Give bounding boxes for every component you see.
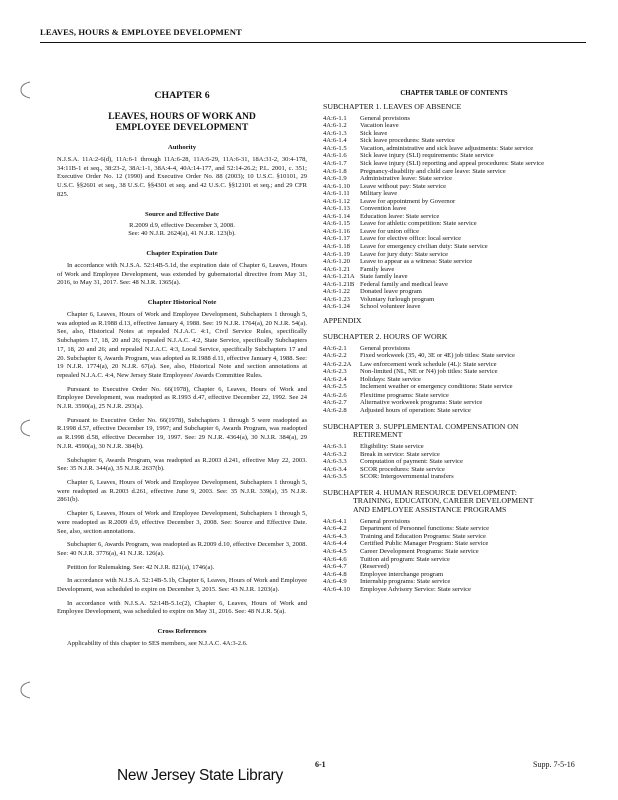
toc-heading: CHAPTER TABLE OF CONTENTS [400, 90, 508, 97]
toc-entry [323, 115, 585, 123]
toc-entry-number: 4A:6-2.7 [323, 399, 347, 407]
toc-entry [323, 525, 585, 533]
toc-entry [323, 266, 585, 274]
toc-entry [323, 281, 585, 289]
supplement-date: Supp. 7-5-16 [533, 760, 575, 769]
toc-entry [323, 451, 585, 459]
toc-entry-number: 4A:6-4.7 [323, 563, 347, 571]
toc-entry [323, 533, 585, 541]
subchapter-2-heading: SUBCHAPTER 2. HOURS OF WORK [323, 331, 448, 341]
toc-entry-title: Career Development Programs: State service [360, 547, 479, 555]
cross-references-text: Applicability of this chapter to SES members, see N.J.A.C. 4A:3-2.6. [67, 640, 248, 648]
toc-entry [323, 137, 585, 145]
chapter-title-line: EMPLOYEE DEVELOPMENT [115, 122, 249, 133]
toc-entry-title: Education leave: State service [360, 212, 440, 220]
toc-entry-number: 4A:6-4.2 [323, 525, 347, 533]
toc-entry-number: 4A:6-1.8 [323, 167, 347, 175]
toc-entry-number: 4A:6-1.14 [323, 212, 350, 220]
history-paragraph: Chapter 6, Leaves, Hours of Work and Employee Development, Subchapters 1 through 5, was adopted as R.1988 d.13, effective January 4, 1988. See: 19 N.J.R. 1764(a), 20 N.J.R. 54(a). See, also, Historical Notes at repealed N.J.A.C. 4:1, Civil Service Rules, specifically Subchapters 17, 18, 20 and 26; repealed N.J.A.C. 4:2, State Service, specifically Subchapters 17, 18, 20 and 26; and repealed N.J.A.C. 4:3, Local Service, specifically Subchapters 17 and 20. Subchapter 6, Awards Program, was adopted as R.1988 d.11, effective January 4, 1988. See: 19 N.J.R. 1774(a), 20 N.J.R. 67(a). See, also, Historical Note and section annotations at repealed N.J.A.C. 4:4, New Jersey State Employees' Awards Committee Rules. [57, 311, 307, 379]
subchapter-3-heading-line: RETIREMENT [353, 430, 403, 440]
expiration-text: In accordance with N.J.S.A. 52:14B-5.1d, the expiration date of Chapter 6, Leaves, Hours of Work and Employee Development, was extended by gubernatorial directive from May 31, 2016, to May 31, 2017. See: 48 N.J.R. 1365(a). [57, 261, 307, 287]
subchapter-4-list [323, 518, 585, 593]
toc-entry-number: 4A:6-3.3 [323, 458, 347, 466]
toc-entry-number: 4A:6-1.13 [323, 205, 350, 213]
toc-entry-title: Leave for appointment by Governor [360, 197, 456, 205]
toc-entry-number: 4A:6-1.23 [323, 295, 350, 303]
binder-hole-mark [18, 680, 36, 700]
toc-entry [323, 473, 585, 481]
toc-entry-title: Administrative leave: State service [360, 175, 453, 183]
history-paragraph: Pursuant to Executive Order No. 66(1978), Chapter 6, Leaves, Hours of Work and Employee Development, was readopted as R.1993 d.47, effective December 22, 1992. See 24 N.J.R. 3590(a), 25 N.J.R. 293(a). [57, 385, 307, 411]
toc-entry-number: 4A:6-1.16 [323, 227, 350, 235]
toc-entry-title: Leave for elective office: local service [360, 235, 462, 243]
toc-entry-number: 4A:6-4.3 [323, 532, 347, 540]
toc-entry-number: 4A:6-1.9 [323, 175, 347, 183]
toc-entry-title: Leave for union office [360, 227, 420, 235]
toc-entry-number: 4A:6-3.1 [323, 442, 347, 450]
toc-entry [323, 160, 585, 168]
toc-entry-number: 4A:6-1.4 [323, 137, 347, 145]
subchapter-2-list [323, 361, 585, 391]
toc-entry [323, 130, 585, 138]
toc-entry-number: 4A:6-4.4 [323, 540, 347, 548]
toc-entry-title: SCOR procedures: State service [360, 465, 445, 473]
toc-entry-number: 4A:6-1.6 [323, 152, 347, 160]
history-paragraph: Pursuant to Executive Order No. 66(1978), Subchapters 1 through 5 were readopted as R.1998 d.57, effective December 19, 1997; and Subchapter 6, Awards Program, was readopted as R.1998 d.58, effective December 19, 1997. See: 29 N.J.R. 4364(a), 30 N.J.R. 384(a), 29 N.J.R. 4590(a), 30 N.J.R. 384(b). [57, 416, 307, 450]
history-paragraph: Chapter 6, Leaves, Hours of Work and Employee Development, Subchapters 1 through 5, were readopted as R.2003 d.261, effective June 9, 2003. See: 35 N.J.R. 339(a), 35 N.J.R. 2861(b). [57, 478, 307, 504]
toc-entry [323, 251, 585, 259]
toc-entry-title: Leave for athletic competition: State service [360, 220, 477, 228]
history-heading: Chapter Historical Note [147, 299, 217, 307]
toc-entry [323, 586, 585, 594]
authority-heading: Authority [167, 144, 197, 151]
toc-entry-title: Vacation, administrative and sick leave adjustments: State service [360, 144, 534, 152]
toc-entry [323, 466, 585, 474]
toc-entry [323, 228, 585, 236]
toc-entry-title: Sick leave procedures: State service [360, 137, 455, 145]
toc-entry-number: 4A:6-1.3 [323, 129, 347, 137]
subchapter-4-heading [323, 489, 585, 515]
toc-entry [323, 288, 585, 296]
toc-entry [323, 190, 585, 198]
toc-entry-title: Leave to appear as a witness: State service [360, 258, 473, 266]
header-rule [40, 42, 586, 43]
toc-entry [323, 152, 585, 160]
history-paragraph: Chapter 6, Leaves, Hours of Work and Employee Development, Subchapters 1 through 5, were readopted as R.2009 d.9, effective December 3, 2008. See: Source and Effective Date. See, also, section annotations. [57, 510, 307, 535]
toc-entry [323, 361, 585, 369]
toc-entry-number: 4A:6-1.7 [323, 159, 347, 167]
toc-entry-number: 4A:6-4.1 [323, 517, 347, 525]
toc-entry-title: Department of Personnel functions: State service [360, 525, 490, 533]
toc-entry-number: 4A:6-4.10 [323, 585, 350, 593]
toc-entry-title: Tuition aid program: State service [360, 555, 450, 563]
history-paragraph: In accordance with N.J.S.A. 52:14B-5.1b, Chapter 6, Leaves, Hours of Work and Employee Development, was scheduled to expire on December 3, 2015. See: 43 N.J.R. 1203(a). [57, 577, 307, 594]
toc-entry [323, 183, 585, 191]
page-number: 6-1 [315, 760, 326, 769]
subchapter-1-heading: SUBCHAPTER 1. LEAVES OF ABSENCE [323, 102, 462, 111]
toc-entry-number: 4A:6-2.4 [323, 375, 347, 383]
toc-entry [323, 548, 585, 556]
history-paragraph: Subchapter 6, Awards Program, was readopted as R.2003 d.241, effective May 22, 2003. See: 35 N.J.R. 344(a), 35 N.J.R. 2637(b). [57, 456, 307, 473]
toc-entry [323, 145, 585, 153]
chapter-title-line: LEAVES, HOURS OF WORK AND [108, 111, 256, 122]
toc-entry-title: Sick leave injury (SLI) reporting and appeal procedures: State service [360, 159, 545, 167]
toc-entry-title: Inclement weather or emergency conditions: State service [360, 383, 513, 391]
toc-entry-number: 4A:6-1.10 [323, 182, 350, 190]
toc-entry-title: Break in service: State service [360, 450, 440, 458]
toc-entry [323, 345, 585, 353]
subchapter-1-list [323, 115, 585, 311]
subchapter-4-heading-line: SUBCHAPTER 4. HUMAN RESOURCE DEVELOPMENT: [323, 487, 517, 497]
toc-entry-title: Voluntary furlough program [360, 295, 435, 303]
toc-entry-number: 4A:6-1.15 [323, 220, 350, 228]
subchapter-4-heading-line: AND EMPLOYEE ASSISTANCE PROGRAMS [353, 505, 507, 515]
subchapter-2-list [323, 345, 585, 360]
toc-entry-title: Eligibility: State service [360, 442, 424, 450]
toc-entry-title: Internship programs: State service [360, 578, 451, 586]
toc-entry [323, 392, 585, 400]
toc-entry-title: (Reserved) [360, 563, 389, 571]
toc-entry [323, 540, 585, 548]
toc-entry [323, 563, 585, 571]
toc-entry-title: Non-limited (NL, NE or N4) job titles: State service [360, 368, 498, 376]
toc-entry-title: Military leave [360, 190, 398, 198]
toc-entry [323, 368, 585, 376]
toc-entry [323, 243, 585, 251]
toc-entry-number: 4A:6-2.5 [323, 383, 347, 391]
toc-entry-number: 4A:6-4.5 [323, 547, 347, 555]
expiration-heading: Chapter Expiration Date [146, 249, 218, 257]
toc-entry-number: 4A:6-2.8 [323, 407, 347, 414]
toc-entry-title: Sick leave [360, 129, 388, 137]
toc-entry-number: 4A:6-2.6 [323, 391, 347, 399]
toc-entry [323, 376, 585, 384]
toc-entry-number: 4A:6-1.20 [323, 258, 350, 266]
toc-entry-number: 4A:6-1.2 [323, 122, 347, 130]
toc-entry-number: 4A:6-1.12 [323, 197, 350, 205]
history-paragraph: In accordance with N.J.S.A. 52:14B-5.1c(2), Chapter 6, Leaves, Hours of Work and Employee Development, was scheduled to expire on May 31, 2016. See: 48 N.J.R. 5(a). [57, 599, 307, 616]
toc-entry [323, 198, 585, 206]
subchapter-2-list [323, 392, 585, 415]
source-line: R.2009 d.9, effective December 3, 2008. [129, 221, 235, 229]
toc-entry-title: Flexitime programs: State service [360, 391, 449, 399]
subchapter-4-heading-line: TRAINING, EDUCATION, CAREER DEVELOPMENT [353, 496, 534, 506]
toc-entry-number: 4A:6-3.4 [323, 465, 347, 473]
toc-entry-title: Alternative workweek programs: State service [360, 399, 483, 407]
running-head: LEAVES, HOURS & EMPLOYEE DEVELOPMENT [40, 27, 242, 37]
toc-entry [323, 399, 585, 407]
toc-entry [323, 235, 585, 243]
toc-entry [323, 122, 585, 130]
toc-entry-title: State family leave [360, 273, 408, 281]
library-stamp: New Jersey State Library [117, 767, 283, 784]
toc-entry-title: General provisions [360, 517, 410, 525]
toc-entry-number: 4A:6-1.18 [323, 243, 350, 250]
toc-entry-number: 4A:6-4.9 [323, 578, 347, 586]
toc-entry-number: 4A:6-2.1 [323, 344, 347, 352]
toc-entry-title: Convention leave [360, 205, 407, 213]
toc-entry-title: Certified Public Manager Program: State service [360, 540, 489, 548]
toc-entry-number: 4A:6-1.21 [323, 265, 350, 273]
toc-entry-title: Pregnancy-disability and child care leave: State service [360, 167, 506, 175]
toc-entry-number: 4A:6-1.21A [323, 273, 355, 281]
toc-entry-title: Law enforcement work schedule (4L): State service [360, 360, 497, 368]
toc-entry-title: Employee interchange program [360, 570, 444, 578]
toc-entry [323, 443, 585, 451]
binder-hole-mark [18, 80, 36, 100]
toc-entry [323, 205, 585, 213]
subchapter-3-heading-line: SUBCHAPTER 3. SUPPLEMENTAL COMPENSATION ON [323, 421, 519, 431]
toc-entry-title: General provisions [360, 344, 410, 352]
toc-entry-title: Leave for emergency civilian duty: State service [360, 243, 488, 250]
toc-entry-number: 4A:6-1.11 [323, 190, 350, 198]
toc-entry [323, 571, 585, 579]
toc-entry-number: 4A:6-1.19 [323, 250, 350, 258]
toc-entry-number: 4A:6-1.21B [323, 280, 355, 288]
toc-entry-number: 4A:6-3.2 [323, 450, 347, 458]
toc-entry-title: SCOR: Intergovernmental transfers [360, 473, 454, 481]
toc-entry-title: Donated leave program [360, 288, 422, 296]
table-of-contents [323, 90, 585, 593]
source-line: See: 40 N.J.R. 2624(a), 41 N.J.R. 123(b). [128, 230, 236, 238]
toc-entry [323, 213, 585, 221]
toc-entry-number: 4A:6-4.6 [323, 555, 347, 563]
toc-entry-title: Sick leave injury (SLI) requirements: State service [360, 152, 494, 160]
toc-entry-title: Adjusted hours of operation: State service [360, 407, 471, 414]
toc-entry-number: 4A:6-1.24 [323, 303, 350, 311]
toc-entry-title: Employee Advisory Service: State service [360, 585, 471, 593]
subchapter-3-list [323, 443, 585, 481]
toc-entry-number: 4A:6-1.5 [323, 144, 347, 152]
toc-entry-title: School volunteer leave [360, 303, 421, 311]
chapter-number: CHAPTER 6 [154, 90, 210, 101]
toc-entry-number: 4A:6-2.3 [323, 368, 347, 376]
toc-entry [323, 556, 585, 564]
chapter-front-matter [57, 90, 307, 649]
history-paragraph: Subchapter 6, Awards Program, was readopted as R.2009 d.10, effective December 3, 2008. See: 40 N.J.R. 3776(a), 41 N.J.R. 126(a). [57, 541, 307, 557]
toc-entry-number: 4A:6-1.17 [323, 235, 350, 243]
toc-entry-title: Holidays: State service [360, 375, 421, 383]
toc-entry [323, 175, 585, 183]
chapter-title [57, 111, 307, 133]
toc-entry-title: Computation of payment: State service [360, 458, 463, 466]
toc-entry-title: Family leave [360, 265, 395, 273]
appendix-heading: APPENDIX [323, 315, 362, 325]
toc-entry-title: Training and Education Programs: State service [360, 532, 486, 540]
toc-entry [323, 168, 585, 176]
toc-entry-number: 4A:6-1.1 [323, 114, 347, 122]
toc-entry [323, 518, 585, 526]
toc-entry [323, 383, 585, 391]
toc-entry [323, 352, 585, 360]
toc-entry [323, 303, 585, 311]
toc-entry [323, 458, 585, 466]
source-heading: Source and Effective Date [145, 210, 219, 218]
toc-entry-number: 4A:6-1.22 [323, 288, 350, 296]
toc-entry [323, 407, 585, 415]
toc-entry-title: General provisions [360, 114, 410, 122]
cross-references-heading: Cross References [157, 628, 207, 636]
toc-entry [323, 273, 585, 281]
toc-entry-title: Federal family and medical leave [360, 280, 448, 288]
toc-entry [323, 578, 585, 586]
toc-entry-title: Leave for jury duty: State service [360, 250, 449, 258]
subchapter-3-heading [323, 423, 585, 440]
toc-entry [323, 258, 585, 266]
toc-entry [323, 220, 585, 228]
toc-entry-number: 4A:6-3.5 [323, 473, 347, 481]
authority-text: N.J.S.A. 11A:2-6(d), 11A:6-1 through 11A:6-28, 11A:6-29, 11A:6-31, 18A:31-2, 30:4-178, 34:11B-1 et seq., 38:23-2, 38A:1-1, 38A:4-4, 40A:14-177, and 52:14-26.2; P.L. 2001, c. 351; Executive Order No. 12 (1990) and Executive Order No. 88 (2003); 10 U.S.C. §10101, 29 U.S.C. §§2601 et seq., 38 U.S.C. §§4301 et seq. and 42 U.S.C. §§12101 et seq.; and 29 CFR 825. [57, 156, 307, 198]
toc-entry-title: Leave without pay: State service [360, 182, 447, 190]
toc-entry-number: 4A:6-4.8 [323, 570, 347, 578]
toc-entry-number: 4A:6-2.2 [323, 352, 347, 360]
history-paragraph: Petition for Rulemaking. See: 42 N.J.R. 821(a), 1746(a). [67, 563, 215, 571]
toc-entry-title: Vacation leave [360, 122, 399, 130]
toc-entry-title: Fixed workweek (35, 40, 3E or 4E) job titles: State service [360, 352, 515, 360]
toc-entry-number: 4A:6-2.2A [323, 360, 352, 368]
binder-hole-mark [18, 418, 36, 438]
toc-entry [323, 296, 585, 304]
